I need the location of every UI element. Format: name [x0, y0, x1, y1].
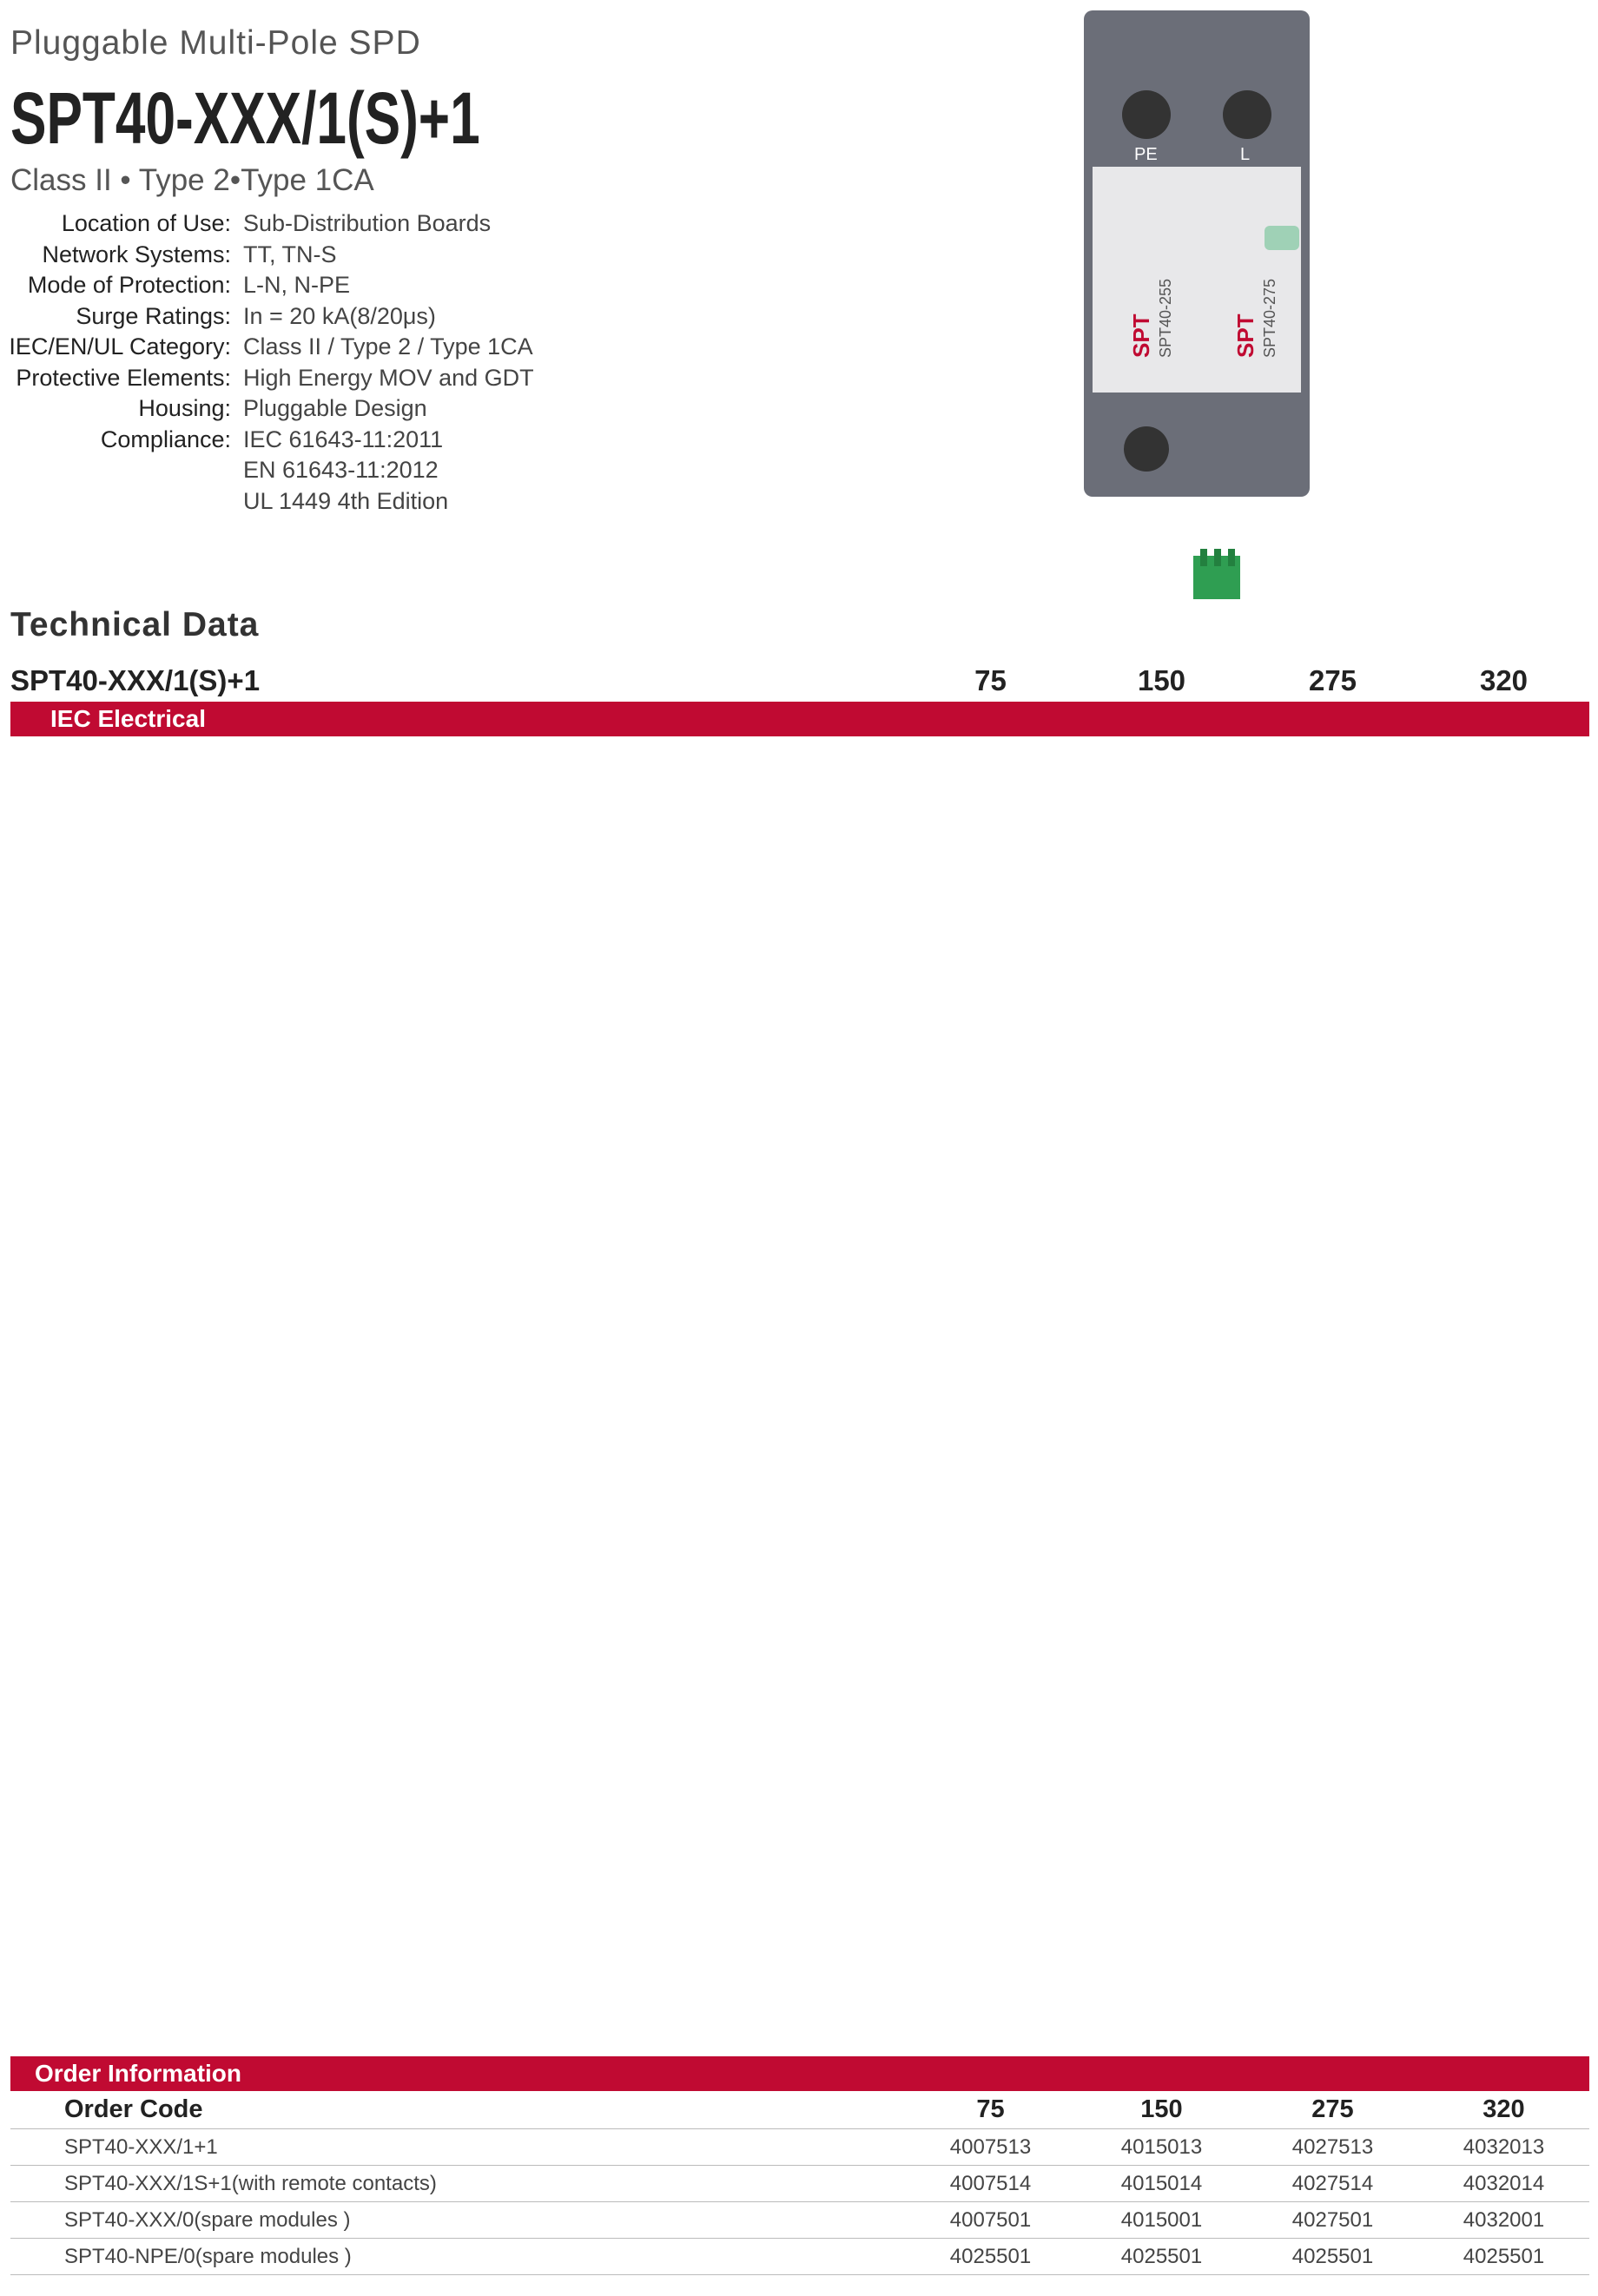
order-name: SPT40-XXX/1+1	[64, 2134, 218, 2159]
spec-key	[0, 455, 243, 486]
order-name: SPT40-NPE/0(spare modules )	[64, 2244, 352, 2268]
spec-key: IEC/EN/UL Category:	[9, 333, 231, 360]
order-value: 4025501	[949, 2244, 1032, 2268]
spec-value: IEC 61643-11:2011	[243, 426, 444, 452]
order-value: 4007501	[949, 2207, 1032, 2232]
product-subtitle: Pluggable Multi-Pole SPD	[10, 24, 421, 62]
terminal-plug-image	[1188, 547, 1245, 604]
spec-value: In = 20 kA(8/20μs)	[243, 302, 436, 329]
order-value: 4015001	[1120, 2207, 1203, 2232]
spec-value: UL 1449 4th Edition	[243, 487, 449, 514]
module-label-1: SPT40-255	[1157, 278, 1174, 358]
technical-data-heading: Technical Data	[10, 606, 260, 643]
order-row	[10, 2239, 1589, 2275]
col-75: 75	[974, 664, 1007, 696]
order-value: 4025501	[1291, 2244, 1374, 2268]
order-value: 4007514	[949, 2171, 1032, 2195]
section-iec: IEC Electrical	[10, 702, 1589, 736]
spec-key: Housing:	[138, 395, 231, 421]
spec-row	[0, 240, 534, 271]
col-320: 320	[1479, 664, 1529, 696]
spec-key: Network Systems:	[42, 241, 231, 267]
order-value: 4027514	[1291, 2171, 1374, 2195]
order-heading: Order Information	[10, 2056, 1589, 2091]
order-name: SPT40-XXX/1S+1(with remote contacts)	[64, 2171, 437, 2195]
order-col: 75	[976, 2095, 1005, 2123]
spec-row	[0, 363, 534, 394]
brand-logo-2: SPT	[1232, 313, 1258, 358]
order-col: 320	[1482, 2095, 1525, 2123]
spec-key: Protective Elements:	[16, 364, 231, 391]
technical-data-table	[10, 660, 1589, 736]
col-275: 275	[1308, 664, 1357, 696]
spec-row	[0, 208, 534, 240]
product-title: SPT40-XXX/1(S)+1	[10, 77, 480, 159]
order-value: 4032014	[1463, 2171, 1545, 2195]
l-label: L	[1240, 145, 1251, 164]
spec-value: Class II / Type 2 / Type 1CA	[243, 333, 533, 360]
spd-device-image	[1066, 10, 1327, 497]
spec-key: Compliance:	[100, 426, 231, 452]
spec-row	[0, 301, 534, 333]
order-value: 4032013	[1463, 2134, 1545, 2159]
order-value: 4027501	[1291, 2207, 1374, 2232]
brand-logo-1: SPT	[1128, 313, 1154, 358]
order-row	[10, 2129, 1589, 2166]
order-value: 4032001	[1463, 2207, 1545, 2232]
order-row	[10, 2202, 1589, 2239]
spec-value: L-N, N-PE	[243, 272, 351, 298]
class-line: Class II • Type 2•Type 1CA	[10, 163, 374, 197]
spec-value: High Energy MOV and GDT	[243, 364, 534, 391]
order-name: SPT40-XXX/0(spare modules )	[64, 2207, 351, 2232]
spec-value: Pluggable Design	[243, 395, 427, 421]
order-col: 150	[1140, 2095, 1183, 2123]
pe-label: PE	[1134, 145, 1158, 164]
order-value: 4025501	[1463, 2244, 1545, 2268]
spec-value: EN 61643-11:2012	[243, 457, 439, 483]
order-value: 4015014	[1120, 2171, 1203, 2195]
spec-list	[0, 208, 534, 517]
order-row	[10, 2166, 1589, 2202]
order-header	[10, 2091, 1589, 2129]
spec-row	[0, 486, 534, 518]
order-value: 4027513	[1291, 2134, 1374, 2159]
order-col: 275	[1311, 2095, 1354, 2123]
spec-key	[0, 486, 243, 518]
module-label-2: SPT40-275	[1261, 278, 1278, 358]
order-value: 4025501	[1120, 2244, 1203, 2268]
order-information	[10, 2056, 1589, 2275]
order-code-label: Order Code	[64, 2095, 203, 2123]
spec-row	[0, 425, 534, 456]
table-header	[10, 660, 1589, 702]
spec-value: Sub-Distribution Boards	[243, 210, 492, 236]
spec-key: Mode of Protection:	[27, 272, 231, 298]
model-name: SPT40-XXX/1(S)+1	[10, 664, 261, 696]
spec-row	[0, 455, 534, 486]
spec-row	[0, 393, 534, 425]
col-150: 150	[1137, 664, 1186, 696]
spec-row	[0, 332, 534, 363]
order-value: 4007513	[949, 2134, 1032, 2159]
spec-key: Location of Use:	[61, 210, 231, 236]
spec-row	[0, 270, 534, 301]
order-value: 4015013	[1120, 2134, 1203, 2159]
spec-key: Surge Ratings:	[76, 302, 231, 329]
spec-value: TT, TN-S	[243, 241, 337, 267]
